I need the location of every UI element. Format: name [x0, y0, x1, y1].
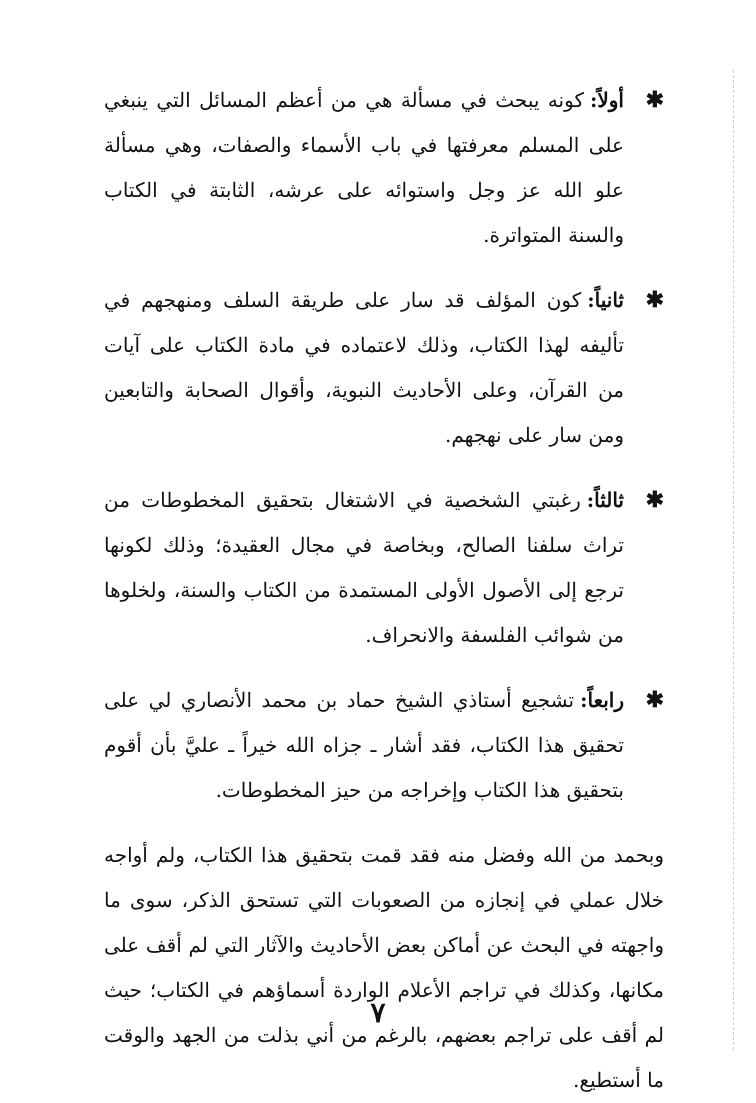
asterisk-bullet-icon: ✱: [645, 487, 664, 513]
list-item-lead: رابعاً:: [580, 688, 624, 712]
list-item: [104, 278, 664, 458]
asterisk-bullet-icon: ✱: [645, 87, 664, 113]
list-item-text: [104, 678, 624, 813]
list-item-lead: أولاً:: [589, 88, 624, 112]
list-item-text: [104, 78, 624, 258]
list-item-lead: ثانياً:: [587, 288, 624, 312]
list-item-body: كونه يبحث في مسألة هي من أعظم المسائل التي ينبغي على المسلم معرفتها في باب الأسماء والصفات، وهي مسألة علو الله عز وجل واستوائه على عرشه، الثابتة في الكتاب والسنة المتواترة.: [104, 88, 624, 247]
asterisk-bullet-icon: ✱: [645, 287, 664, 313]
list-item-text: [104, 478, 624, 658]
list-item-body: تشجيع أستاذي الشيخ حماد بن محمد الأنصاري لي على تحقيق هذا الكتاب، فقد أشار ـ جزاه الله خيراً ـ عليَّ بأن أقوم بتحقيق هذا الكتاب وإخراجه من حيز المخطوطات.: [104, 688, 624, 802]
list-item-lead: ثالثاً:: [586, 488, 624, 512]
page-number: ٧: [370, 996, 386, 1029]
page-edge-line: [733, 70, 735, 1050]
list-item-text: [104, 278, 624, 458]
asterisk-bullet-icon: ✱: [645, 687, 664, 713]
list-item: [104, 678, 664, 813]
body-paragraph: وبحمد من الله وفضل منه فقد قمت بتحقيق هذا الكتاب، ولم أواجه خلال عملي في إنجازه من الصعوبات التي تستحق الذكر، سوى ما واجهته في البحث عن أماكن بعض الأحاديث والآثار التي لم أقف على مكانها، وكذلك في تراجم الأعلام الواردة أسماؤهم في الكتاب؛ حيث لم أقف على تراجم بعضهم، بالرغم من أني بذلت من الجهد والوقت ما أستطيع.: [104, 843, 664, 1092]
list-item-body: رغبتي الشخصية في الاشتغال بتحقيق المخطوطات من تراث سلفنا الصالح، وبخاصة في مجال العقيدة؛ وذلك لكونها ترجع إلى الأصول الأولى المستمدة من الكتاب والسنة، ولخلوها من شوائب الفلسفة والانحراف.: [104, 488, 624, 647]
list-item: [104, 78, 664, 258]
list-item-body: كون المؤلف قد سار على طريقة السلف ومنهجهم في تأليفه لهذا الكتاب، وذلك لاعتماده في مادة الكتاب على آيات من القرآن، وعلى الأحاديث النبوية، وأقوال الصحابة والتابعين ومن سار على نهجهم.: [104, 288, 624, 447]
list-item: [104, 478, 664, 658]
page-content: [104, 78, 664, 1103]
